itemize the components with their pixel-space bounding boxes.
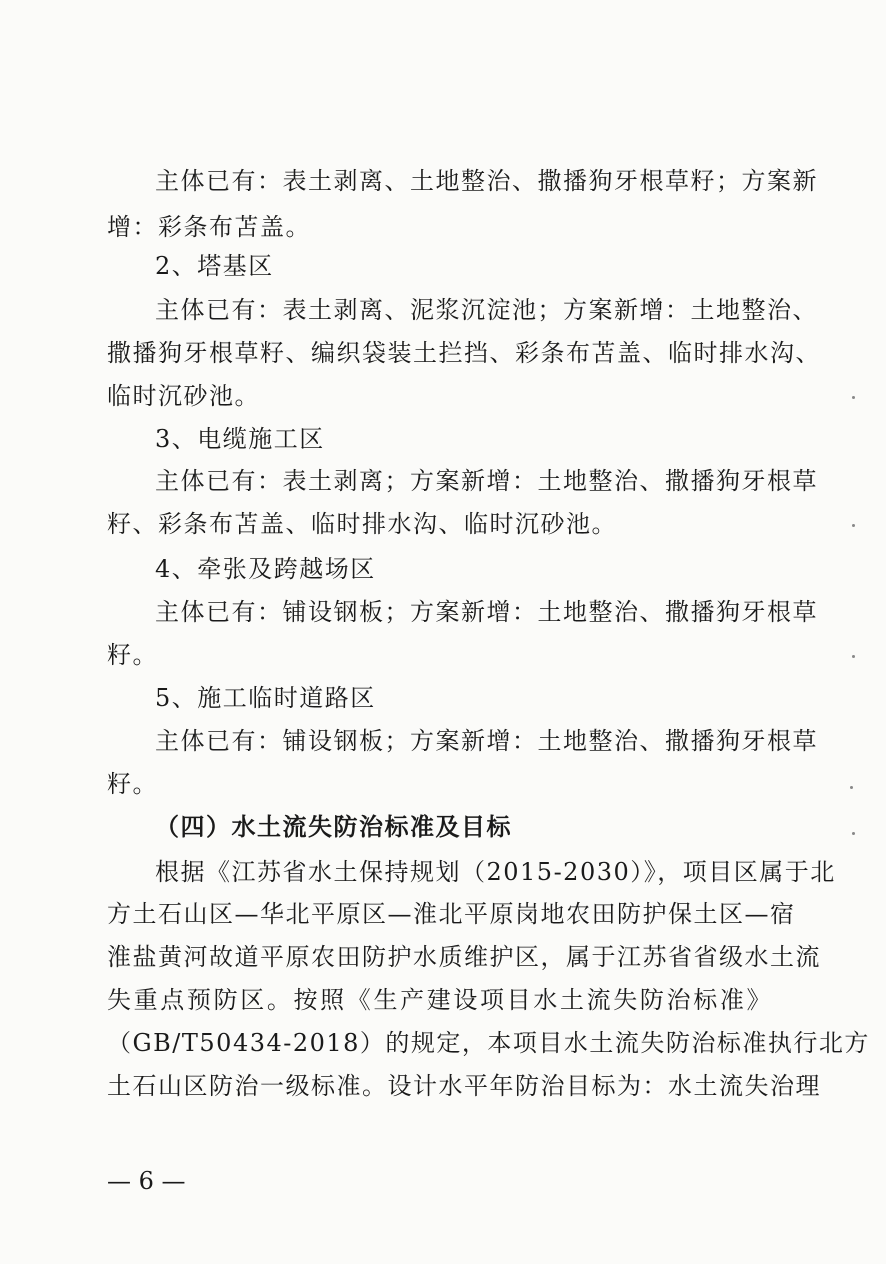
paragraph-line: 籽、彩条布苫盖、临时排水沟、临时沉砂池。 xyxy=(107,510,617,538)
paragraph-line: 主体已有：表土剥离；方案新增：土地整治、撒播狗牙根草 xyxy=(155,467,818,495)
paragraph-line: 撒播狗牙根草籽、编织袋装土拦挡、彩条布苫盖、临时排水沟、 xyxy=(107,339,821,367)
section-heading: 3、电缆施工区 xyxy=(155,425,325,453)
section-heading-bold: （四）水土流失防治标准及目标 xyxy=(155,812,512,841)
scan-speck xyxy=(852,524,855,527)
paragraph-line: 失重点预防区。按照《生产建设项目水土流失防治标准》 xyxy=(107,986,772,1014)
scan-speck xyxy=(852,832,855,835)
paragraph-line: 主体已有：表土剥离、土地整治、撒播狗牙根草籽；方案新 xyxy=(155,167,818,195)
paragraph-line: 主体已有：铺设钢板；方案新增：土地整治、撒播狗牙根草 xyxy=(155,727,818,755)
section-heading: 2、塔基区 xyxy=(155,252,274,280)
paragraph-line: 主体已有：表土剥离、泥浆沉淀池；方案新增：土地整治、 xyxy=(155,296,818,324)
paragraph-line: 根据《江苏省水土保持规划（2015-2030）》，项目区属于北 xyxy=(155,858,836,886)
paragraph-line: 增：彩条布苫盖。 xyxy=(107,213,311,241)
section-heading: 5、施工临时道路区 xyxy=(155,684,376,712)
paragraph-line: 方土石山区—华北平原区—淮北平原岗地农田防护保土区—宿 xyxy=(107,900,796,928)
paragraph-line: 主体已有：铺设钢板；方案新增：土地整治、撒播狗牙根草 xyxy=(155,598,818,626)
page-number: — 6 — xyxy=(107,1167,186,1195)
paragraph-line: 籽。 xyxy=(107,641,158,669)
paragraph-line: 籽。 xyxy=(107,770,158,798)
paragraph-line: 土石山区防治一级标准。设计水平年防治目标为：水土流失治理 xyxy=(107,1072,821,1100)
paragraph-line: （GB/T50434-2018）的规定，本项目水土流失防治标准执行北方 xyxy=(107,1029,870,1057)
scan-speck xyxy=(852,396,855,399)
paragraph-line: 淮盐黄河故道平原农田防护水质维护区，属于江苏省省级水土流 xyxy=(107,943,821,971)
scan-speck xyxy=(850,786,853,789)
scan-speck xyxy=(852,655,855,658)
paragraph-line: 临时沉砂池。 xyxy=(107,382,260,410)
section-heading: 4、牵张及跨越场区 xyxy=(155,555,376,583)
